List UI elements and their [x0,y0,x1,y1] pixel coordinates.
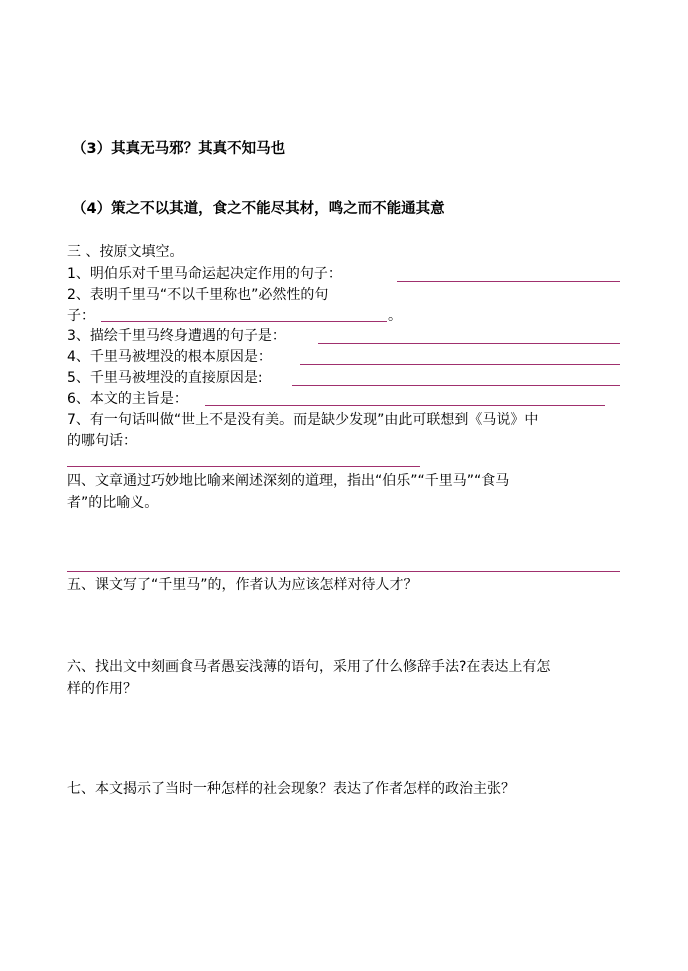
fill-item-7-label-cont: 的哪句话： [67,433,137,449]
fill-item-2-label: 2、表明千里马“不以千里称也”必然性的句 [67,287,329,303]
section-7-question: 七、本文揭示了当时一种怎样的社会现象？表达了作者怎样的政治主张？ [67,781,515,797]
section-3-heading: 三 、按原文填空。 [67,244,184,260]
fill-item-6-blank[interactable] [205,405,605,406]
fill-item-3-blank[interactable] [318,343,620,344]
fill-item-6-label: 6、本文的主旨是： [67,391,188,407]
fill-item-7-label: 7、有一句话叫做“世上不是没有美。而是缺少发现”由此可联想到《马说》中 [67,412,539,428]
question-4-text: （4）策之不以其道，食之不能尽其材，鸣之而不能通其意 [72,201,445,217]
fill-item-7-blank[interactable] [67,466,420,467]
section-6-line-1: 六、找出文中刻画食马者愚妄浅薄的语句，采用了什么修辞手法?在表达上有怎 [67,659,551,675]
fill-item-2-period: 。 [388,308,402,324]
fill-item-3-label: 3、描绘千里马终身遭遇的句子是： [67,328,286,344]
fill-item-1-blank[interactable] [397,281,620,282]
section-4-line-2: 者”的比喻义。 [67,495,159,511]
fill-item-5-label: 5、千里马被埋没的直接原因是: [67,370,263,386]
section-5-question: 五、课文写了“千里马”的，作者认为应该怎样对待人才？ [67,577,418,593]
fill-item-1-label: 1、明伯乐对千里马命运起决定作用的句子： [67,266,342,282]
fill-item-4-label: 4、千里马被埋没的根本原因是： [67,349,272,365]
section-4-answer-line[interactable] [67,571,620,572]
section-6-line-2: 样的作用？ [67,681,137,697]
fill-item-5-blank[interactable] [292,385,620,386]
section-4-line-1: 四、文章通过巧妙地比喻来阐述深刻的道理，指出“伯乐”“千里马”“食马 [67,473,510,489]
fill-item-2-blank[interactable] [101,321,387,322]
fill-item-4-blank[interactable] [300,364,620,365]
fill-item-2-label-cont: 子： [67,308,95,324]
question-3-text: （3）其真无马邪？其真不知马也 [72,141,286,157]
